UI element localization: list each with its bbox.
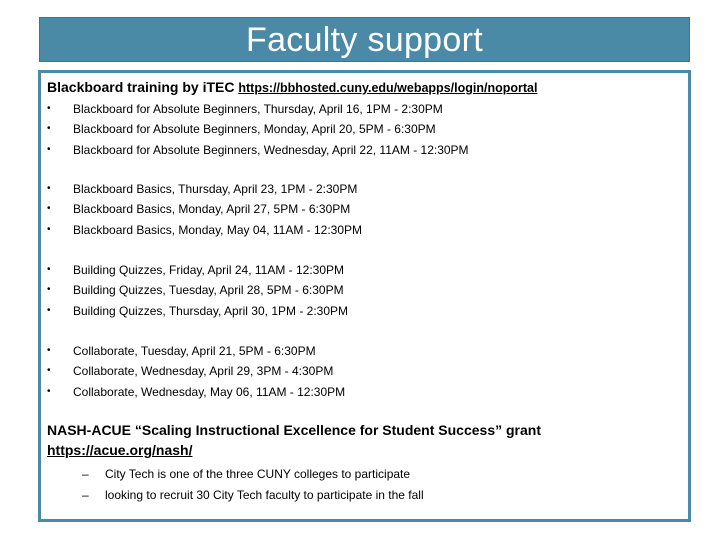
list-item-text: Collaborate, Wednesday, April 29, 3PM - 4:30PM (73, 364, 334, 379)
list-item-text: Building Quizzes, Thursday, April 30, 1PM - 2:30PM (73, 303, 349, 318)
title-banner (39, 17, 690, 62)
list-item-text: Building Quizzes, Friday, April 24, 11AM - 12:30PM (73, 263, 345, 277)
bullet-icon: • (47, 264, 51, 275)
bullet-icon: • (47, 365, 51, 377)
list-item-text: looking to recruit 30 City Tech faculty to participate in the fall (105, 488, 424, 502)
list-item-text: Blackboard Basics, Monday, April 27, 5PM - 6:30PM (73, 202, 351, 217)
nash-heading: NASH-ACUE “Scaling Instructional Excellence for Student Success” grant (47, 422, 541, 438)
bullet-icon: • (47, 284, 51, 296)
list-item-text: Blackboard Basics, Monday, May 04, 11AM - 12:30PM (73, 222, 363, 237)
dash-icon: – (82, 488, 89, 502)
bullet-icon: • (47, 183, 51, 194)
list-item-text: Collaborate, Tuesday, April 21, 5PM - 6:30PM (73, 344, 316, 358)
dash-icon: – (82, 467, 89, 481)
blackboard-heading-text: Blackboard training by iTEC (47, 79, 235, 95)
bullet-icon: • (47, 385, 51, 397)
nash-link[interactable]: https://acue.org/nash/ (47, 442, 193, 458)
blackboard-link[interactable]: https://bbhosted.cuny.edu/webapps/login/noportal (238, 81, 538, 95)
bullet-icon: • (47, 203, 51, 215)
bullet-icon: • (47, 223, 51, 235)
bullet-icon: • (47, 304, 51, 316)
page-title: Faculty support (246, 20, 483, 59)
list-item-text: Blackboard for Absolute Beginners, Wednesday, April 22, 11AM - 12:30PM (73, 142, 469, 157)
bullet-icon: • (47, 103, 51, 114)
list-item-text: Blackboard Basics, Thursday, April 23, 1PM - 2:30PM (73, 182, 358, 196)
bullet-icon: • (47, 143, 51, 155)
blackboard-heading (47, 79, 537, 97)
bullet-icon: • (47, 345, 51, 356)
list-item-text: Blackboard for Absolute Beginners, Thursday, April 16, 1PM - 2:30PM (73, 102, 443, 116)
bullet-icon: • (47, 123, 51, 135)
list-item-text: Building Quizzes, Tuesday, April 28, 5PM - 6:30PM (73, 283, 344, 298)
list-item-text: Blackboard for Absolute Beginners, Monday, April 20, 5PM - 6:30PM (73, 122, 436, 137)
list-item-text: City Tech is one of the three CUNY colleges to participate (105, 467, 411, 481)
list-item-text: Collaborate, Wednesday, May 06, 11AM - 12:30PM (73, 384, 346, 399)
